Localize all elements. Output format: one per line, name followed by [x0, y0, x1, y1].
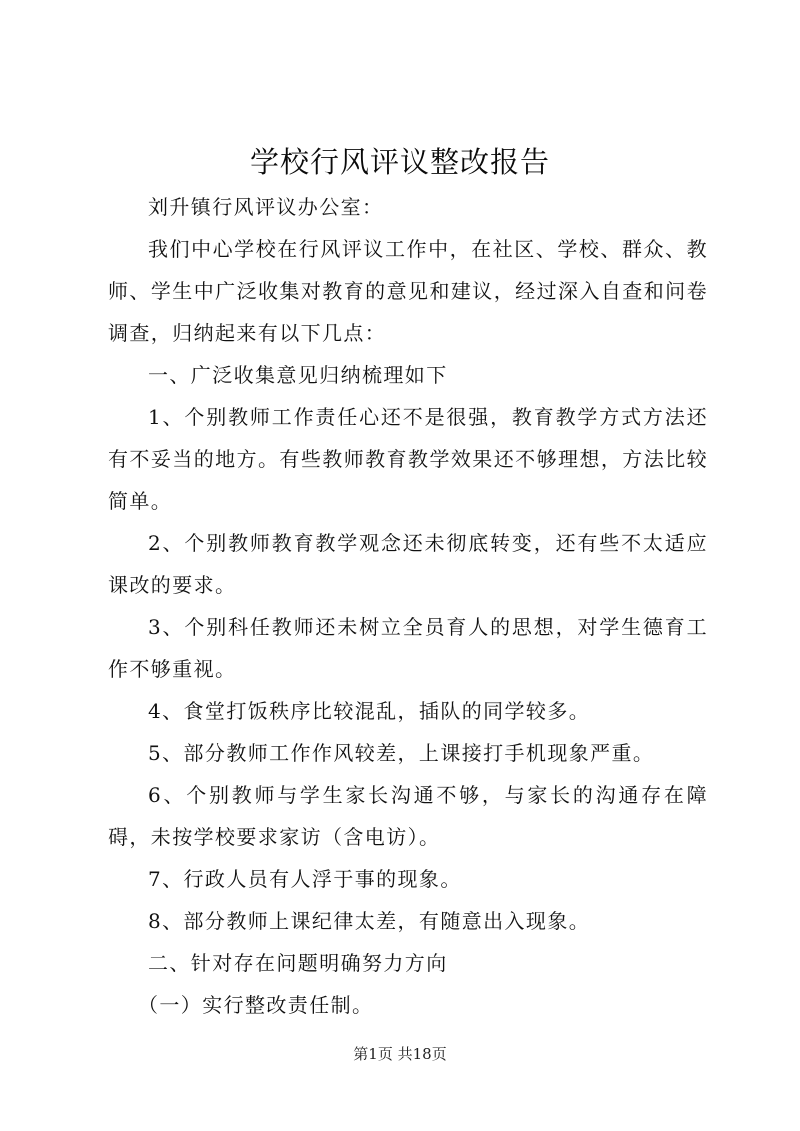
section-heading-2: 二、针对存在问题明确努力方向: [148, 951, 448, 975]
document-title: 学校行风评议整改报告: [249, 145, 550, 179]
list-item-4: 4、食堂打饭秩序比较混乱，插队的同学较多。: [148, 699, 591, 723]
list-item-8: 8、部分教师上课纪律太差，有随意出入现象。: [148, 909, 591, 933]
subsection-heading-1: （一）实行整改责任制。: [138, 993, 374, 1017]
addressee-line: 刘升镇行风评议办公室：: [148, 195, 384, 219]
page-number-footer: 第1页 共18页: [353, 1045, 447, 1063]
list-item-1: 1、个别教师工作责任心还不是很强，教育教学方式方法还有不妥当的地方。有些教师教育教学效果还不够理想，方法比较简单。: [108, 405, 708, 513]
list-item-6: 6、个别教师与学生家长沟通不够，与家长的沟通存在障碍，未按学校要求家访（含电访）。: [108, 783, 708, 849]
list-item-2: 2、个别教师教育教学观念还未彻底转变，还有些不太适应课改的要求。: [108, 531, 708, 597]
list-item-5: 5、部分教师工作作风较差，上课接打手机现象严重。: [148, 741, 655, 765]
section-heading-1: 一、广泛收集意见归纳梳理如下: [148, 363, 448, 387]
list-item-3: 3、个别科任教师还未树立全员育人的思想，对学生德育工作不够重视。: [108, 615, 708, 681]
list-item-7: 7、行政人员有人浮于事的现象。: [148, 867, 462, 891]
document-body: [108, 186, 708, 1026]
intro-paragraph: 我们中心学校在行风评议工作中，在社区、学校、群众、教师、学生中广泛收集对教育的意见和建议，经过深入自查和问卷调查，归纳起来有以下几点：: [108, 237, 708, 345]
